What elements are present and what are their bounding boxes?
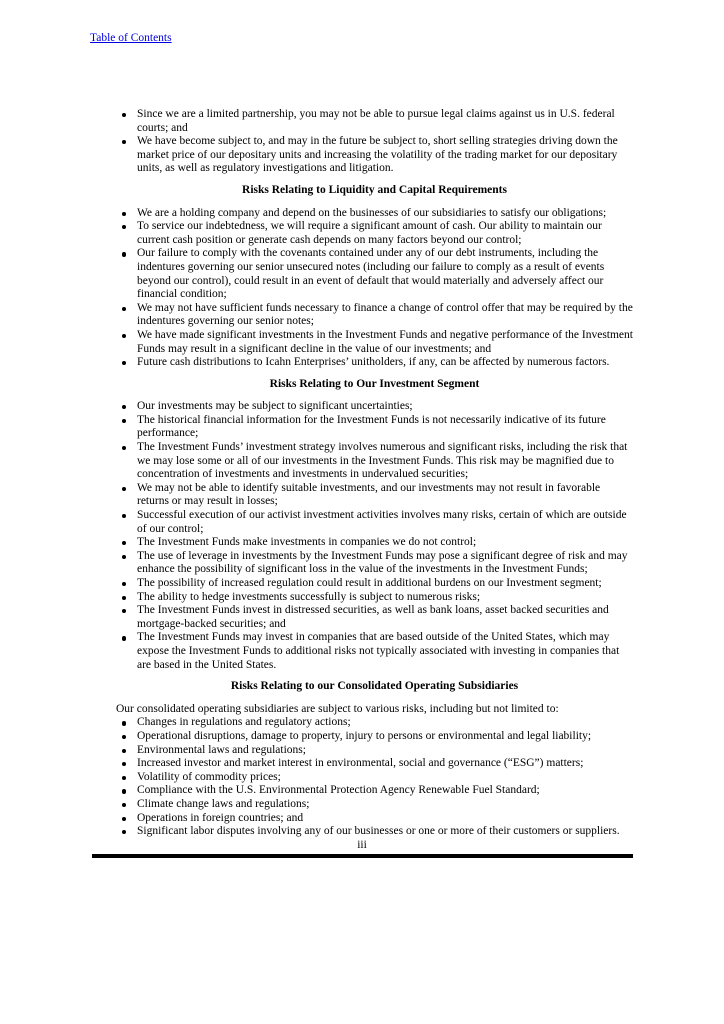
bullet-text: Compliance with the U.S. Environmental Protection Agency Renewable Fuel Standard; (137, 784, 540, 797)
page-number-label: iii (357, 838, 367, 851)
document-content (116, 108, 633, 852)
bullet-item (116, 577, 633, 591)
bullet-text: We are a holding company and depend on the businesses of our subsidiaries to satisfy our obligations; (137, 206, 607, 219)
bullet-marker-icon (122, 307, 126, 311)
bullet-marker-icon (122, 225, 126, 229)
bullet-text: The use of leverage in investments by the Investment Funds may pose a significant degree of risk and may enhance the possibility of significant loss in the value of the investments in the Investment Funds; (137, 549, 628, 576)
bullet-item (116, 441, 633, 482)
bullet-item (116, 135, 633, 176)
bullet-text: Future cash distributions to Icahn Enterprises’ unitholders, if any, can be affected by numerous factors. (137, 356, 610, 369)
bullet-text: Operations in foreign countries; and (137, 811, 304, 824)
bullet-text: Our failure to comply with the covenants contained under any of our debt instruments, including the indentures governing our senior unsecured notes (including our failure to comply as a result of events beyond our control), could result in an event of default that would materially and adversely affect our financial condition; (137, 247, 605, 301)
bullet-marker-icon (122, 817, 126, 821)
bullet-list (116, 400, 633, 672)
bullet-text: The historical financial information for the Investment Funds is not necessarily indicative of its future performance; (137, 413, 606, 440)
bullet-item (116, 631, 633, 672)
bullet-text: Operational disruptions, damage to property, injury to persons or environmental and legal liability; (137, 729, 592, 742)
bullet-text: The possibility of increased regulation could result in additional burdens on our Investment segment; (137, 577, 602, 589)
bullet-marker-icon (122, 555, 126, 559)
bullet-marker-icon (122, 140, 126, 144)
bullet-marker-icon (122, 113, 126, 117)
bullet-marker-icon (122, 541, 126, 545)
bullet-text: We have become subject to, and may in the future be subject to, short selling strategies driving down the market price of our depositary units and increasing the volatility of the trading market for our depositary units, as well as regulatory investigations and litigation. (137, 135, 618, 175)
bullet-text: Successful execution of our activist investment activities involves many risks, certain of which are outside of our control; (137, 509, 627, 535)
bullet-item (116, 757, 633, 771)
bullet-marker-icon (122, 636, 126, 640)
bullet-marker-icon (122, 735, 126, 739)
bullet-list (116, 207, 633, 370)
section-title: Risks Relating to our Consolidated Operating Subsidiaries (230, 680, 519, 693)
bullet-item (116, 247, 633, 301)
bullet-item (116, 509, 633, 536)
bullet-marker-icon (122, 405, 126, 409)
bullet-item (116, 812, 633, 826)
bullet-item (116, 356, 633, 370)
bullet-text: We have made significant investments in the Investment Funds and negative performance of the Investment Funds may result in a significant decline in the value of our investments; and (137, 328, 633, 355)
bullet-text: The ability to hedge investments successfully is subject to numerous risks; (137, 590, 481, 603)
bullet-text: Changes in regulations and regulatory actions; (137, 716, 351, 729)
bullet-item (116, 716, 633, 730)
section-intro: Our consolidated operating subsidiaries are subject to various risks, including but not limited to: (116, 702, 559, 715)
page-bottom-rule (92, 854, 633, 858)
bullet-item (116, 771, 633, 785)
bullet-item (116, 798, 633, 812)
bullet-item (116, 400, 633, 414)
bullet-list (116, 108, 633, 176)
bullet-marker-icon (122, 776, 126, 780)
bullet-text: Environmental laws and regulations; (137, 743, 306, 756)
bullet-marker-icon (122, 789, 126, 793)
bullet-marker-icon (122, 582, 126, 586)
bullet-marker-icon (122, 334, 126, 338)
bullet-marker-icon (122, 803, 126, 807)
bullet-item (116, 591, 633, 605)
bullet-text: We may not have sufficient funds necessary to finance a change of control offer that may be required by the indentures governing our senior notes; (137, 301, 633, 328)
bullet-marker-icon (122, 721, 126, 725)
bullet-text: The Investment Funds’ investment strategy involves numerous and significant risks, including the risk that we may lose some or all of our investments in the Investment Funds. This risk may be magnified due to concentration of investments and investments in undervalued securities; (137, 441, 628, 481)
bullet-item (116, 302, 633, 329)
bullet-marker-icon (122, 487, 126, 491)
table-of-contents-link[interactable]: Table of Contents (90, 32, 172, 44)
bullet-item (116, 784, 633, 798)
bullet-item (116, 604, 633, 631)
bullet-text: The Investment Funds may invest in companies that are based outside of the United States, which may expose the Investment Funds to additional risks not typically associated with investing in companies that are based in the United States. (137, 631, 620, 671)
bullet-marker-icon (122, 596, 126, 600)
bullet-list (116, 716, 633, 838)
bullet-marker-icon (122, 252, 126, 256)
bullet-marker-icon (122, 514, 126, 518)
bullet-text: Climate change laws and regulations; (137, 797, 310, 810)
bullet-item (116, 329, 633, 356)
bullet-text: To service our indebtedness, we will require a significant amount of cash. Our ability to maintain our current cash position or generate cash depends on many factors beyond our control; (137, 220, 602, 246)
bullet-item (116, 550, 633, 577)
bullet-item (116, 825, 633, 839)
bullet-marker-icon (122, 830, 126, 834)
bullet-text: Significant labor disputes involving any of our businesses or one or more of their customers or suppliers. (137, 825, 620, 838)
bullet-text: Since we are a limited partnership, you may not be able to pursue legal claims against us in U.S. federal courts; and (137, 108, 615, 134)
bullet-text: We may not be able to identify suitable investments, and our investments may not result in favorable returns or may result in losses; (137, 481, 601, 508)
bullet-marker-icon (122, 212, 126, 216)
bullet-item (116, 730, 633, 744)
bullet-marker-icon (122, 446, 126, 450)
section-title: Risks Relating to Our Investment Segment (269, 377, 480, 390)
bullet-text: Increased investor and market interest in environmental, social and governance (“ESG”) matters; (137, 757, 584, 770)
bullet-item (116, 414, 633, 441)
bullet-item (116, 220, 633, 247)
bullet-text: The Investment Funds invest in distressed securities, as well as bank loans, asset backed securities and mortgage-backed securities; and (137, 604, 609, 630)
bullet-item (116, 108, 633, 135)
bullet-marker-icon (122, 609, 126, 613)
bullet-item (116, 536, 633, 550)
bullet-marker-icon (122, 749, 126, 753)
bullet-marker-icon (122, 361, 126, 365)
bullet-item (116, 482, 633, 509)
bullet-text: The Investment Funds make investments in companies we do not control; (137, 536, 477, 549)
section-title: Risks Relating to Liquidity and Capital Requirements (242, 183, 507, 196)
bullet-marker-icon (122, 762, 126, 766)
bullet-item (116, 744, 633, 758)
bullet-text: Our investments may be subject to significant uncertainties; (137, 400, 413, 413)
bullet-marker-icon (122, 419, 126, 423)
bullet-text: Volatility of commodity prices; (137, 770, 281, 783)
bullet-item (116, 207, 633, 221)
toc-link-container (90, 31, 172, 45)
